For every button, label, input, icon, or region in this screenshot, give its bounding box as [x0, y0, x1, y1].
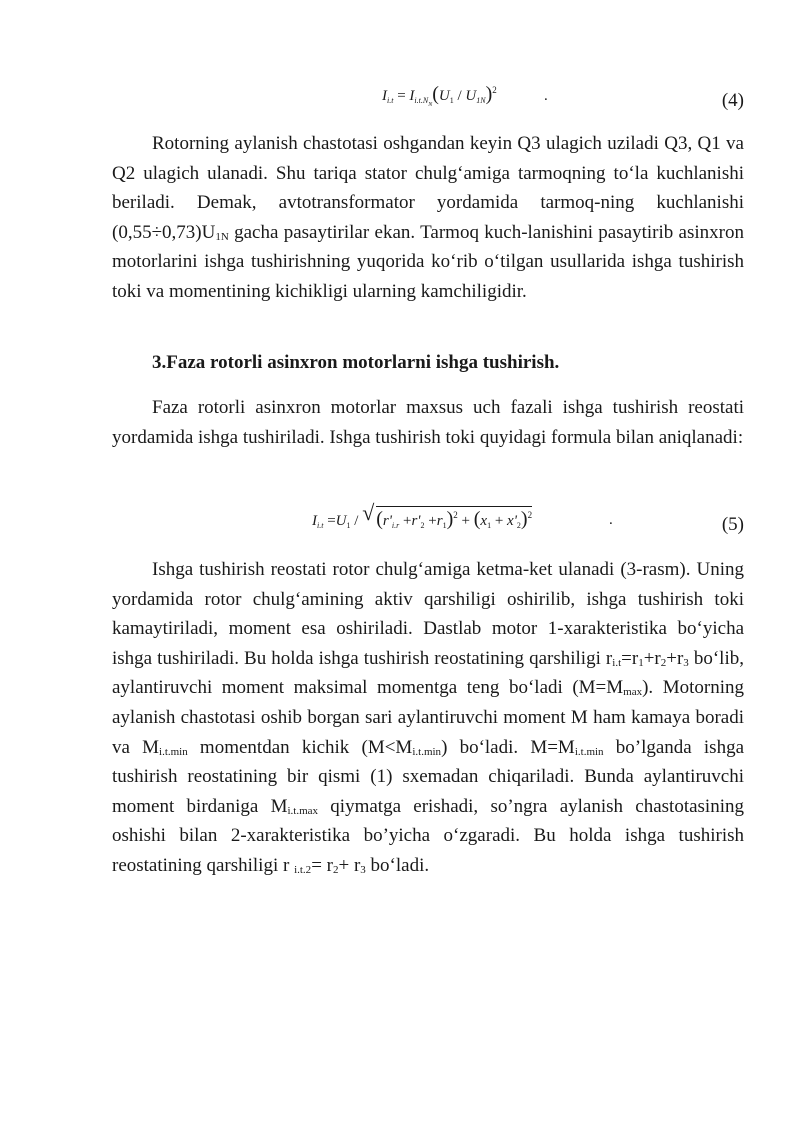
formula-4-dot: .	[544, 88, 548, 104]
paragraph-1-text: Rotorning aylanish chastotasi oshgandan keyin Q3 ulagich uziladi Q3, Q1 va Q2 ulagich ulanadi. Shu tariqa stator chulg‘amiga tarmoqning to‘la kuchlanishi beriladi. Demak, avtotransformator yordamida tarmoq-ning kuchlanishi $(0,55\div 0,73)U_{1N}$ gacha pasaytirilar ekan. Tarmoq kuch-lanishini pasaytirib asinxron motorlarini ishga tushirishning yuqorida ko‘rib o‘tilgan usullarida ishga tushirish toki va momentining kichikligi ularning kamchiligidir.	[112, 133, 744, 302]
formula-4-row	[112, 80, 744, 120]
formula-5-number: (5)	[721, 514, 744, 535]
formula-5-dot: .	[609, 512, 613, 528]
formula-4: $I_{i.t} = I_{i.t.N_N}(U_1 / U_{1N})^2$	[382, 83, 497, 108]
section-heading: 3.Faza rotorli asinxron motorlarni ishga tushirish.	[152, 352, 560, 373]
formula-5: $I_{i.t} =U_1$ / √ $(r'_{i.r} +r'_2 +r_1)^2 + (x_1 + x'_2)^2$	[312, 500, 533, 530]
formula-5-row	[112, 500, 744, 540]
formula-4-number: (4)	[721, 90, 744, 111]
sqrt-symbol: √ $(r'_{i.r} +r'_2 +r_1)^2 + (x_1 + x'_2)^2$	[362, 500, 533, 530]
paragraph-1	[112, 129, 744, 307]
paragraph-3-text: Ishga tushirish reostati rotor chulg‘amiga ketma-ket ulanadi (3-rasm). Uning yordamida rotor chulg‘amining aktiv qarshiligi oshirilib, ishga tushirish toki kamaytiriladi, moment esa oshiriladi. Dastlab motor 1-xarakteristika bo‘yicha ishga tushiriladi. Bu holda ishga tushirish reostatining qarshiligi $r_{i.t}=r_1+r_2+r_3$ bo‘lib, aylantiruvchi moment maksimal momentga teng bo‘ladi $(M=M_{max})$. Motorning aylanish chastotasi oshib borgan sari aylantiruvchi moment M ham kamaya boradi va $M_{i.t.min}$ momentdan kichik $(M<M_{i.t.min})$ bo‘ladi. $M=M_{i.t.min}$ bo’lganda ishga tushirish reostatining bir qismi (1) sxemadan chiqariladi. Bunda aylantiruvchi moment birdaniga $M_{i.t.max}$ qiymatga erishadi, so’ngra aylanish chastotasining oshishi bilan 2-xarakteristika bo’yicha o‘zgaradi. Bu holda ishga tushirish reostatining qarshiligi r $_{i.t.2}= r_2+ r_3$ bo‘ladi.	[112, 559, 745, 876]
paragraph-3	[112, 555, 744, 881]
paragraph-2	[112, 393, 744, 452]
paragraph-2-text: Faza rotorli asinxron motorlar maxsus uch fazali ishga tushirish reostati yordamida ishga tushiriladi. Ishga tushirish toki quyidagi formula bilan aniqlanadi:	[112, 397, 744, 448]
